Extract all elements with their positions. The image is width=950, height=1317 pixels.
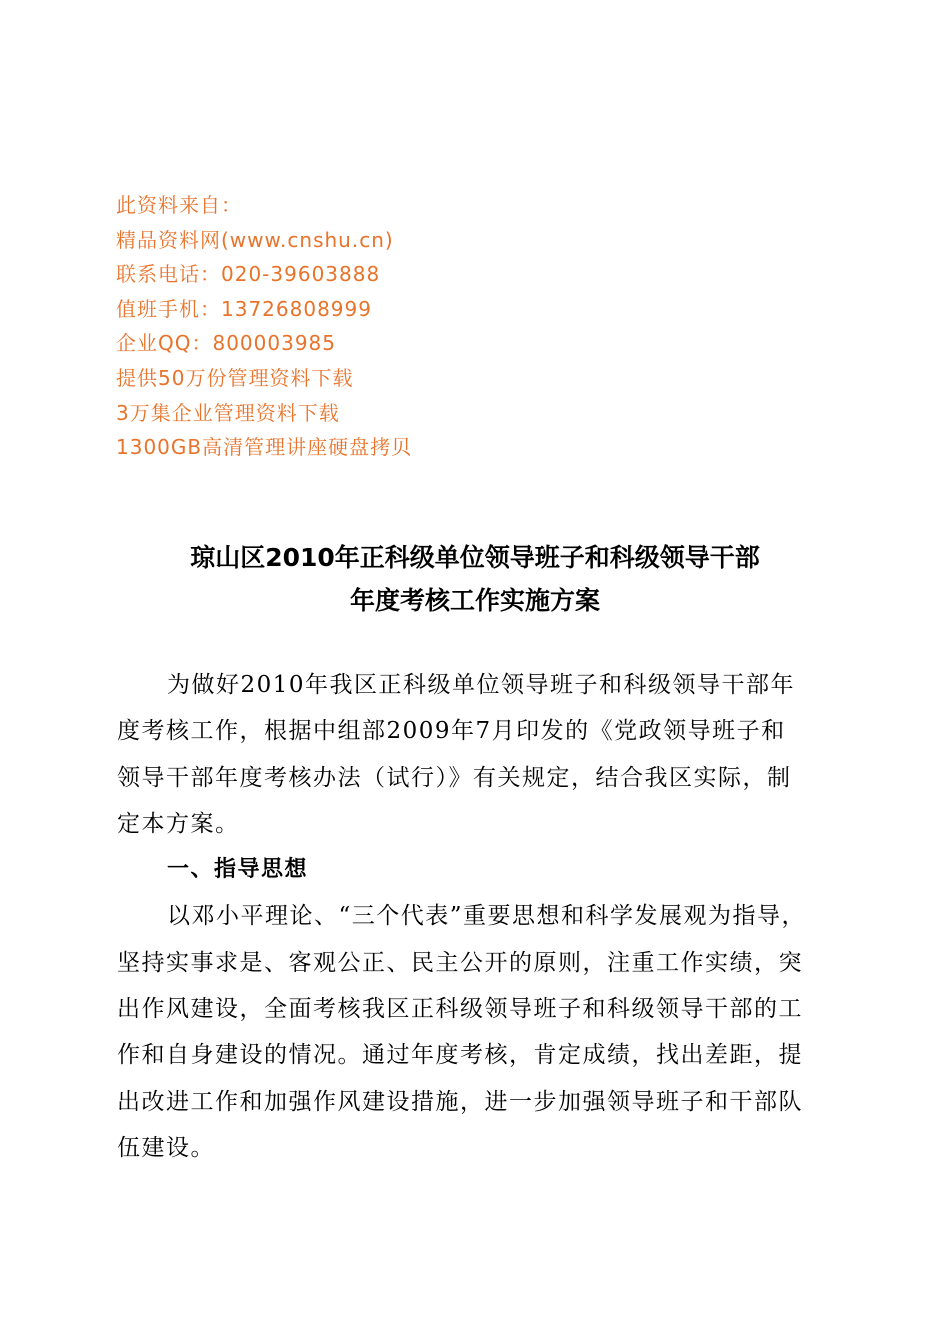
ad-line: 提供50万份管理资料下载 — [116, 365, 354, 390]
ad-line-mobile: 值班手机：13726808999 — [116, 296, 372, 321]
paragraph-guiding-line: 伍建设。 — [117, 1134, 215, 1161]
paragraph-intro-line: 度考核工作，根据中组部2009年7月印发的《党政领导班子和 — [117, 718, 786, 745]
paragraph-guiding-line: 出作风建设，全面考核我区正科级领导班子和科级领导干部的工 — [117, 996, 803, 1023]
paragraph-intro-line: 定本方案。 — [117, 810, 240, 837]
ad-line-phone: 联系电话：020-39603888 — [116, 262, 381, 287]
paragraph-guiding-line: 作和自身建设的情况。通过年度考核，肯定成绩，找出差距，提 — [117, 1042, 803, 1069]
paragraph-guiding-line: 坚持实事求是、客观公正、民主公开的原则，注重工作实绩，突 — [117, 949, 803, 976]
section-heading: 一、指导思想 — [167, 857, 309, 883]
document-title-line-2: 年度考核工作实施方案 — [349, 586, 600, 615]
ad-line: 此资料来自： — [116, 193, 242, 217]
paragraph-intro-line: 领导干部年度考核办法（试行）》有关规定，结合我区实际，制 — [117, 764, 792, 791]
document-title-line-1: 琼山区2010年正科级单位领导班子和科级领导干部 — [190, 543, 760, 572]
ad-line: 3万集企业管理资料下载 — [116, 400, 340, 425]
source-advertisement — [116, 188, 412, 465]
ad-line-website: 精品资料网(www.cnshu.cn) — [116, 227, 394, 252]
paragraph-intro-line: 为做好2010年我区正科级单位领导班子和科级领导干部年 — [167, 672, 796, 698]
paragraph-guiding-line: 以邓小平理论、“三个代表”重要思想和科学发展观为指导， — [167, 903, 807, 930]
ad-line-qq: 企业QQ：800003985 — [116, 331, 337, 356]
ad-line: 1300GB高清管理讲座硬盘拷贝 — [116, 435, 413, 460]
paragraph-guiding-line: 出改进工作和加强作风建设措施，进一步加强领导班子和干部队 — [117, 1088, 803, 1115]
document-body — [117, 662, 837, 1171]
